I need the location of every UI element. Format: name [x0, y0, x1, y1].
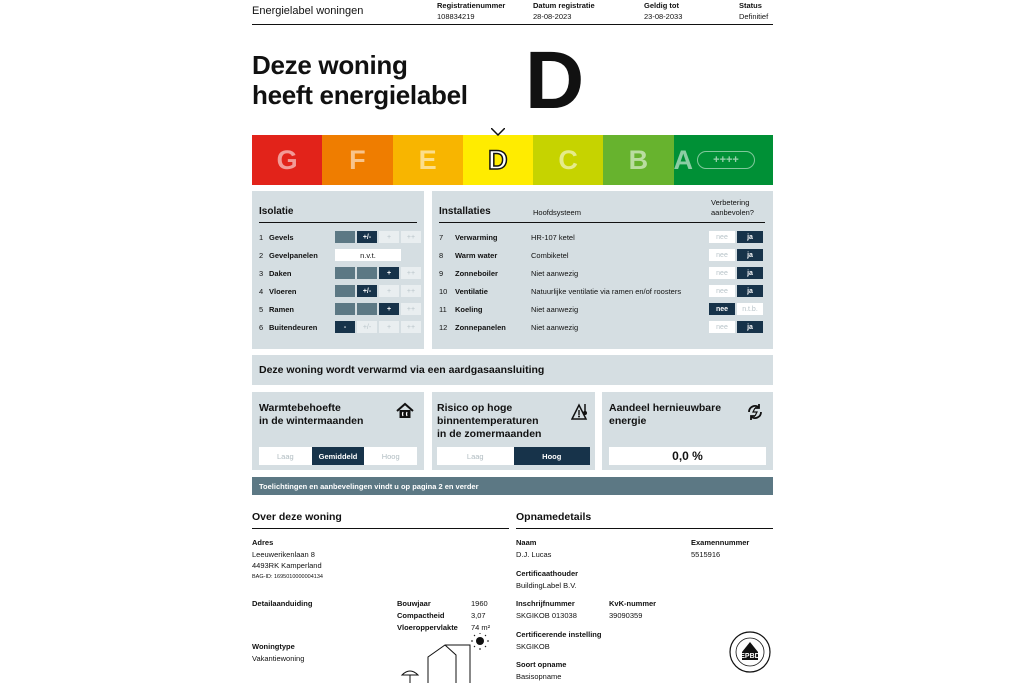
epbd-seal-icon: [728, 630, 772, 674]
hero-heading: Deze woning heeft energielabel: [252, 50, 468, 110]
address-line1: Leeuwerikenlaan 8: [252, 550, 315, 559]
certificate-holder-label: Certificaathouder: [516, 569, 579, 578]
scale-class-c: [533, 135, 603, 185]
row-name: Vloeren: [269, 286, 297, 296]
row-system: Niet aanwezig: [531, 322, 579, 332]
row-system: Combiketel: [531, 250, 569, 260]
scale-letter: D: [488, 144, 508, 175]
isolation-row: [259, 267, 421, 279]
improvement-option-ja: ja: [737, 321, 763, 333]
house-illustration-icon: [400, 633, 500, 683]
rating-cell: [357, 303, 377, 315]
improvement-option-ja: ja: [737, 267, 763, 279]
home-type-value: Vakantiewoning: [252, 654, 305, 663]
rating-cell: -: [335, 321, 355, 333]
rating-cell: ++: [401, 303, 421, 315]
rating-cell: [335, 285, 355, 297]
row-name: Buitendeuren: [269, 322, 318, 332]
row-name: Daken: [269, 268, 292, 278]
improvement-option-ntb: n.t.b.: [737, 303, 763, 315]
rating-cell: [335, 303, 355, 315]
row-name: Zonneboiler: [455, 268, 498, 278]
rating-cell: ++: [401, 321, 421, 333]
improvement-option-ja: ja: [737, 231, 763, 243]
overheating-risk-title: Risico op hoge binnentemperaturen in de zomermaanden: [437, 402, 542, 440]
compactness-value: 3,07: [471, 611, 486, 620]
scale-letter: C: [558, 144, 578, 175]
row-number: 3: [259, 268, 264, 278]
row-number: 10: [439, 286, 448, 296]
improvement-toggle: [709, 285, 763, 297]
row-number: 8: [439, 250, 444, 260]
header-registration-date: Datum registratie 28-08-2023: [533, 1, 595, 21]
installation-row: [439, 321, 763, 333]
scale-class-g: [252, 135, 322, 185]
rating-cell: ++: [401, 285, 421, 297]
row-number: 1: [259, 232, 264, 242]
energy-label-page: [252, 0, 773, 683]
heat-demand-title: Warmtebehoefte in de wintermaanden: [259, 402, 364, 427]
scale-class-a: [674, 135, 774, 185]
rating-cell: +: [379, 231, 399, 243]
heating-text: Deze woning wordt verwarmd via een aardgasaansluiting: [259, 364, 545, 376]
floor-area-label: Vloeroppervlakte: [397, 623, 458, 632]
overheating-risk-scale: [437, 447, 590, 465]
row-number: 6: [259, 322, 264, 332]
divider: [252, 528, 509, 529]
row-number: 11: [439, 304, 447, 314]
rating-cell: [335, 267, 355, 279]
row-system: Niet aanwezig: [531, 268, 579, 278]
rating-cell: +/-: [357, 231, 377, 243]
header-status: Status Definitief: [739, 1, 769, 21]
about-home-title: Over deze woning: [252, 511, 342, 523]
improvement-option-nee: nee: [709, 249, 735, 261]
certifying-body-value: SKGIKOB: [516, 642, 550, 651]
house-heat-icon: [396, 402, 414, 420]
home-type-label: Woningtype: [252, 642, 295, 651]
certifying-body-label: Certificerende instelling: [516, 630, 602, 639]
isolation-title: Isolatie: [259, 206, 294, 217]
option-hoog: Hoog: [514, 447, 591, 465]
scale-letter: F: [349, 144, 366, 175]
isolation-row: [259, 249, 401, 261]
isolation-row: [259, 285, 421, 297]
row-name: Gevelpanelen: [269, 250, 318, 260]
divider: [259, 222, 417, 223]
row-name: Zonnepanelen: [455, 322, 506, 332]
improvement-header: Verbetering aanbevolen?: [711, 198, 754, 217]
row-number: 4: [259, 286, 264, 296]
recording-type-value: Basisopname: [516, 672, 562, 681]
improvement-toggle: [709, 249, 763, 261]
row-system: Natuurlijke ventilatie via ramen en/of roosters: [531, 286, 682, 296]
bag-id: BAG-ID: 1695010000004134: [252, 574, 323, 580]
row-number: 7: [439, 232, 444, 242]
rating-cell: +: [379, 321, 399, 333]
isolation-row: [259, 303, 421, 315]
header-registration: Registratienummer 108834219: [437, 1, 506, 21]
rating-cell: +: [379, 285, 399, 297]
rating-cell: +: [379, 267, 399, 279]
renewable-share-panel: [602, 392, 773, 470]
renewable-cycle-icon: [745, 402, 765, 422]
kvk-number-value: 39090359: [609, 611, 643, 620]
installations-subtitle: Hoofdsysteem: [533, 208, 581, 217]
row-number: 9: [439, 268, 444, 278]
exam-number-label: Examennummer: [691, 538, 750, 547]
row-name: Gevels: [269, 232, 294, 242]
improvement-option-nee: nee: [709, 231, 735, 243]
scale-class-e: [393, 135, 463, 185]
isolation-row: [259, 231, 421, 243]
rating-cell: +/-: [357, 285, 377, 297]
kvk-number-label: KvK-nummer: [609, 599, 657, 608]
installation-row: [439, 267, 763, 279]
installations-title: Installaties: [439, 206, 491, 217]
improvement-option-nee: nee: [709, 303, 735, 315]
scale-class-d: [463, 135, 533, 185]
rating-cell: [357, 267, 377, 279]
installation-row: [439, 285, 763, 297]
improvement-option-nee: nee: [709, 285, 735, 297]
build-year-value: 1960: [471, 599, 488, 608]
scale-letter: B: [628, 144, 649, 175]
rating-cell: ++: [401, 231, 421, 243]
recording-details-title: Opnamedetails: [516, 511, 592, 523]
improvement-toggle: [709, 321, 763, 333]
thermometer-warning-icon: [571, 402, 589, 420]
renewable-share-title: Aandeel hernieuwbare energie: [609, 402, 722, 427]
row-name: Ventilatie: [455, 286, 488, 296]
name-label: Naam: [516, 538, 537, 547]
divider: [439, 222, 765, 223]
registration-number-value: SKGIKOB 013038: [516, 611, 577, 620]
option-hoog: Hoog: [364, 447, 417, 465]
option-gemiddeld: Gemiddeld: [312, 447, 365, 465]
address-line2: 4493RK Kamperland: [252, 561, 322, 570]
not-applicable-cell: n.v.t.: [335, 249, 401, 261]
rating-cell: +/-: [357, 321, 377, 333]
scale-letter: E: [418, 144, 437, 175]
option-laag: Laag: [259, 447, 312, 465]
row-name: Ramen: [269, 304, 295, 314]
isolation-row: [259, 321, 421, 333]
scale-letter: G: [276, 144, 298, 175]
improvement-option-ja: ja: [737, 285, 763, 297]
scale-letter: A: [673, 144, 693, 175]
divider: [516, 528, 773, 529]
compactness-label: Compactheid: [397, 611, 445, 620]
improvement-toggle: [709, 303, 763, 315]
renewable-share-value: 0,0 %: [609, 447, 766, 465]
installations-panel: [432, 191, 773, 349]
row-number: 12: [439, 322, 448, 332]
option-laag: Laag: [437, 447, 514, 465]
row-name: Warm water: [455, 250, 498, 260]
row-system: HR-107 ketel: [531, 232, 575, 242]
recording-type-label: Soort opname: [516, 660, 567, 669]
build-year-label: Bouwjaar: [397, 599, 431, 608]
improvement-option-nee: nee: [709, 267, 735, 279]
energy-scale: [252, 135, 773, 185]
document-header: [252, 0, 773, 25]
address-label: Adres: [252, 538, 274, 547]
floor-area-value: 74 m²: [471, 623, 491, 632]
name-value: D.J. Lucas: [516, 550, 552, 559]
registration-number-label: Inschrijfnummer: [516, 599, 575, 608]
scale-class-f: [322, 135, 392, 185]
document-title: Energielabel woningen: [252, 5, 364, 17]
epbd-seal-text: EPBD: [740, 653, 760, 660]
row-system: Niet aanwezig: [531, 304, 579, 314]
heating-panel: [252, 355, 773, 385]
rating-cell: [335, 231, 355, 243]
overheating-risk-panel: [432, 392, 595, 470]
improvement-option-ja: ja: [737, 249, 763, 261]
improvement-toggle: [709, 267, 763, 279]
header-valid-until: Geldig tot 23-08-2033: [644, 1, 683, 21]
heat-demand-panel: [252, 392, 424, 470]
improvement-option-nee: nee: [709, 321, 735, 333]
detail-label: Detailaanduiding: [252, 599, 313, 608]
exam-number-value: 5515916: [691, 550, 721, 559]
isolation-panel: [252, 191, 424, 349]
rating-cell: ++: [401, 267, 421, 279]
row-number: 2: [259, 250, 264, 260]
installation-row: [439, 249, 763, 261]
installation-row: [439, 231, 763, 243]
installation-row: [439, 303, 763, 315]
energy-label-letter: D: [525, 35, 585, 126]
scale-plus-badge: ++++: [697, 151, 755, 169]
row-number: 5: [259, 304, 264, 314]
scale-marker-icon: [491, 128, 505, 136]
certificate-holder-value: BuildingLabel B.V.: [516, 581, 577, 590]
scale-class-b: [603, 135, 673, 185]
rating-cell: +: [379, 303, 399, 315]
heat-demand-scale: [259, 447, 417, 465]
row-name: Verwarming: [455, 232, 498, 242]
row-name: Koeling: [455, 304, 483, 314]
improvement-toggle: [709, 231, 763, 243]
info-banner: Toelichtingen en aanbevelingen vindt u op pagina 2 en verder: [252, 477, 773, 495]
